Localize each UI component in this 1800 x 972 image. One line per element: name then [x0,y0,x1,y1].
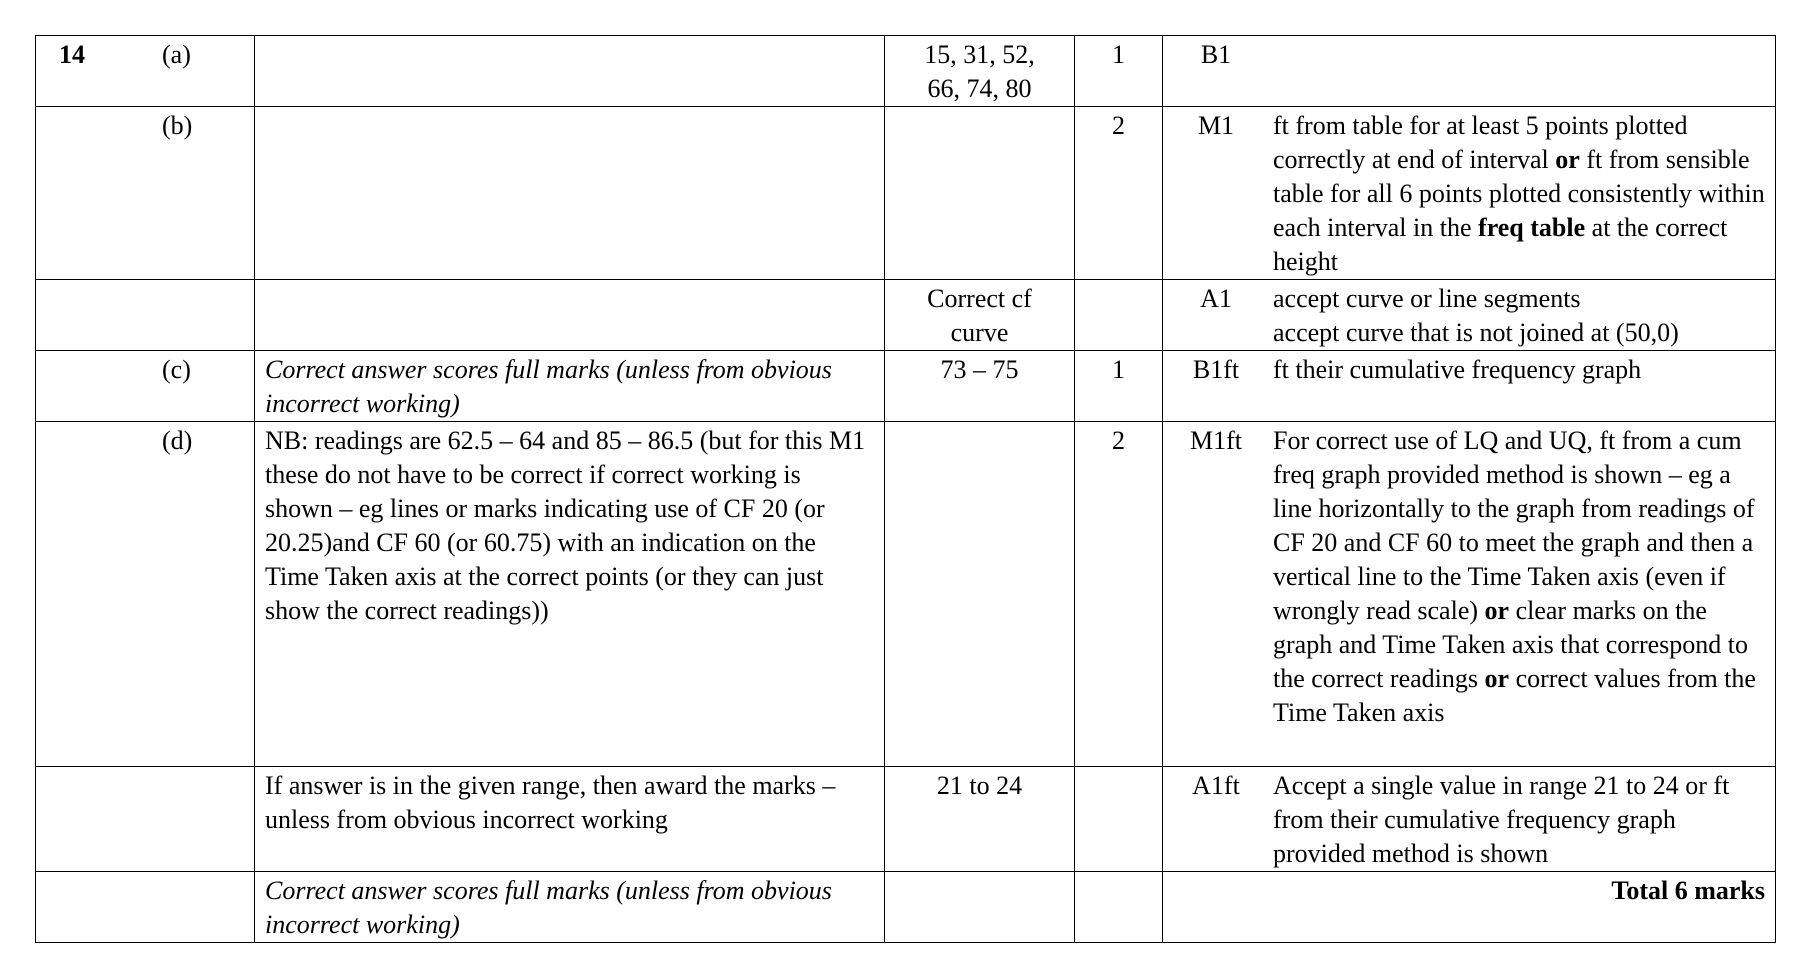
part-label: (c) [162,355,191,384]
part-label: (b) [162,111,193,140]
question-part-cell [36,767,255,872]
table-row [36,280,1776,351]
table-row [36,107,1776,280]
answer-line: curve [950,318,1009,347]
question-part-cell [36,107,255,280]
question-part-cell [36,351,255,422]
mark-cell [1075,767,1163,872]
answer-line: 21 to 24 [936,771,1023,800]
mark-cell: 2 [1075,422,1163,767]
answer-cell [885,107,1075,280]
mark-scheme-table [35,35,1776,943]
mark-cell: 1 [1075,351,1163,422]
working-cell: If answer is in the given range, then award the marks – unless from obvious incorrect working [255,767,885,872]
working-cell: Correct answer scores full marks (unless from obvious incorrect working) [255,351,885,422]
answer-cell [885,767,1075,872]
guidance-text: ft from table for at least 5 points plotted correctly at end of interval or ft from sensible table for all 6 points plotted consistently within each interval in the freq table at the correct height [1273,111,1765,276]
answer-cell [885,422,1075,767]
guidance-text: For correct use of LQ and UQ, ft from a cum freq graph provided method is shown – eg a line horizontally to the graph from readings of CF 20 and CF 60 to meet the graph and then a vertical line to the Time Taken axis (even if wrongly read scale) or clear marks on the graph and Time Taken axis that correspond to the correct readings or correct values from the Time Taken axis [1273,426,1756,727]
question-part-cell [36,36,255,107]
notes-cell [1163,107,1776,280]
answer-line: 66, 74, 80 [927,74,1032,103]
mark-cell: 2 [1075,107,1163,280]
question-part-cell [36,422,255,767]
answer-line: 73 – 75 [940,355,1019,384]
part-label: (a) [162,40,191,69]
question-part-cell [36,872,255,943]
mark-code: M1 [1197,111,1235,140]
answer-cell [885,36,1075,107]
table-row [36,872,1776,943]
answer-cell [885,280,1075,351]
table-row [36,767,1776,872]
question-number: 14 [59,40,85,69]
mark-cell [1075,872,1163,943]
working-cell [255,36,885,107]
guidance-text: ft their cumulative frequency graph [1273,355,1642,384]
mark-code: M1ft [1190,426,1242,455]
working-cell: NB: readings are 62.5 – 64 and 85 – 86.5 (but for this M1 these do not have to be correct if correct working is shown – eg lines or marks indicating use of CF 20 (or 20.25)and CF 60 (or 60.75) with an indication on the Time Taken axis at the correct points (or they can just show the correct readings)) [255,422,885,767]
part-label: (d) [162,426,193,455]
answer-line: Correct cf [927,284,1032,313]
mark-code: B1 [1200,40,1232,69]
answer-cell [885,872,1075,943]
notes-cell [1163,280,1776,351]
table-row [36,351,1776,422]
mark-code: A1 [1200,284,1232,313]
guidance-text: accept curve or line segments accept curve that is not joined at (50,0) [1273,284,1679,347]
mark-cell [1075,280,1163,351]
notes-cell [1163,36,1776,107]
answer-line: 15, 31, 52, [924,40,1035,69]
question-part-cell [36,280,255,351]
notes-cell [1163,767,1776,872]
mark-code: B1ft [1192,355,1240,384]
working-cell [255,280,885,351]
total-marks: Total 6 marks [1163,872,1776,943]
mark-cell: 1 [1075,36,1163,107]
answer-cell [885,351,1075,422]
mark-code: A1ft [1192,771,1240,800]
working-cell: Correct answer scores full marks (unless from obvious incorrect working) [255,872,885,943]
guidance-text: Accept a single value in range 21 to 24 or ft from their cumulative frequency graph provided method is shown [1273,771,1730,868]
notes-cell [1163,351,1776,422]
table-row [36,36,1776,107]
table-row [36,422,1776,767]
working-cell [255,107,885,280]
notes-cell [1163,422,1776,767]
